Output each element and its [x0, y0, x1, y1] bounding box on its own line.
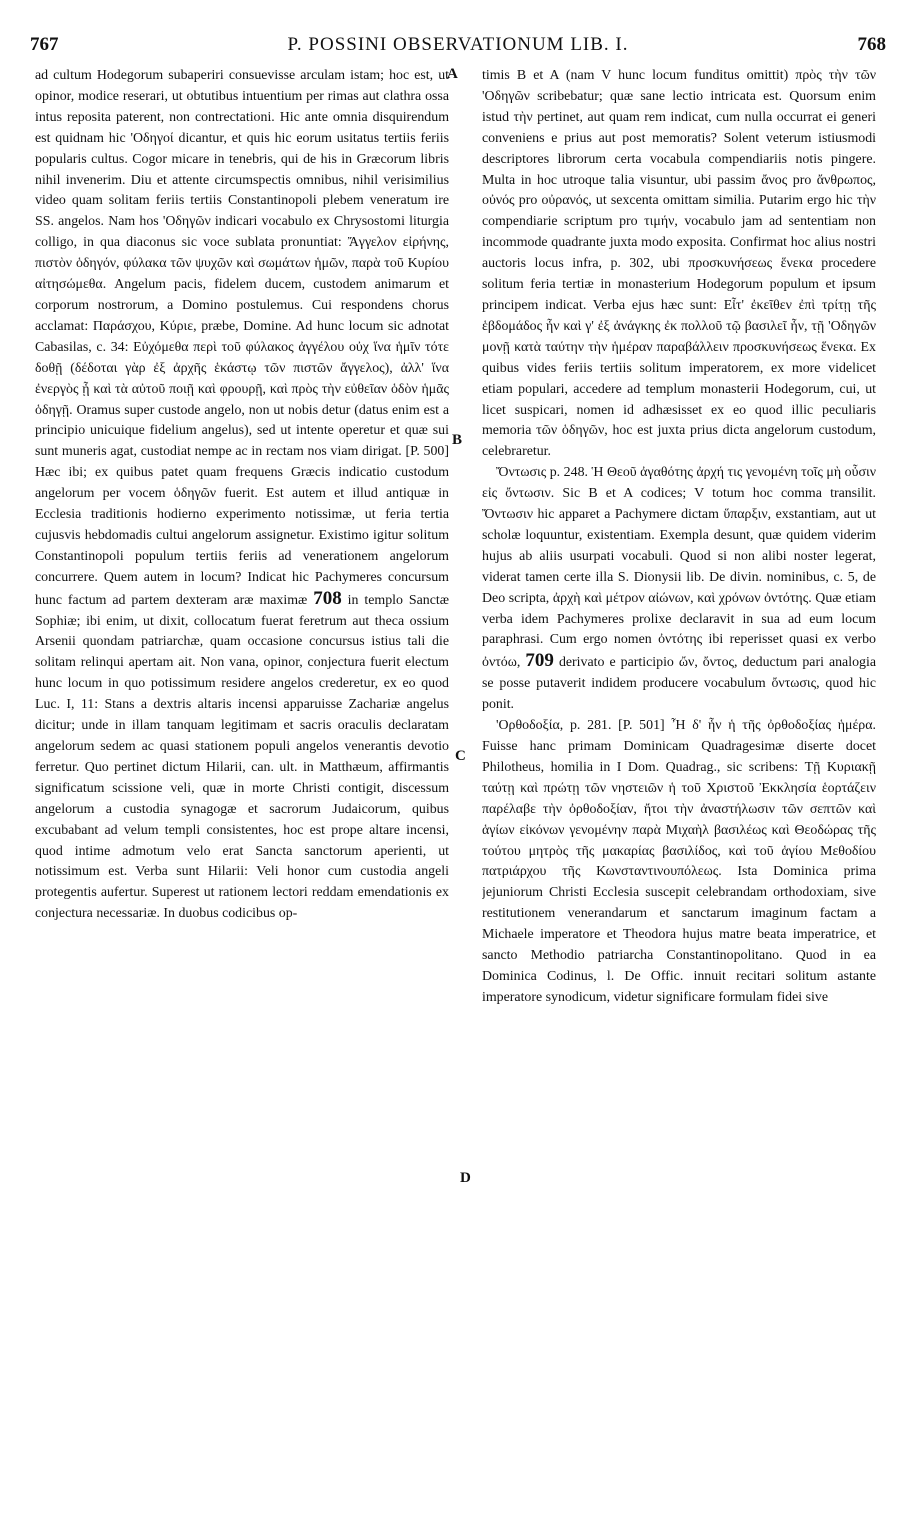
ontosis-text-part-2: derivato e participio ὤν, ὄντος, deductum pari analogia se posse putaverit indidem producere vocabulum ὄντωσις, quod hic ponit.: [482, 655, 876, 713]
left-page-number: 767: [30, 34, 59, 55]
margin-letter-b: B: [452, 432, 463, 448]
right-column: [482, 66, 876, 1526]
edition-page-marker-708: 708: [313, 587, 342, 609]
right-paragraph-ontosis: [482, 463, 876, 716]
right-paragraph-orthodoxia: 'Ορθοδοξία, p. 281. [P. 501] Ἦ δ' ἦν ἡ τῆς ὀρθοδοξίας ἡμέρα. Fuisse hanc primam Dominicam Quadragesimæ diserte docet Philotheus, homilia in I Dom. Quadrag., sic scribens: Τῇ Κυριακῇ ταύτῃ καὶ πρώτῃ τῶν νηστειῶν ἡ τοῦ Χριστοῦ Ἐκκλησία ἑορτάζειν παρέλαβε τὴν ὀρθοδοξίαν, ἤτοι τὴν ἀναστήλωσιν τῶν σεπτῶν καὶ ἁγίων εἰκόνων γενομένην παρὰ Μιχαὴλ βασιλέως καὶ Θεοδώρας τῆς τούτου μητρὸς τῆς μακαρίας βασιλίδος, καὶ τοῦ ἁγίου Μεθοδίου πατριάρχου τῆς Κωνσταντινουπόλεως. Ista Dominica prima jejuniorum Christi Ecclesia suscepit celebrandam orthodoxiam, sive restitutionem venerandarum et sanctarum imaginum factam a Michaele imperatore et Theodora hujus matre beata imperatrice, et sancto Methodio patriarcha Constantinopolitano. Quod in ea Dominica Codinus, l. De Offic. innuit recitari solitum astante imperatore synodicum, videtur significare formulam fidei sive: [482, 718, 876, 1005]
left-paragraph: [35, 66, 449, 925]
left-column: [35, 66, 449, 1526]
edition-page-marker-709: 709: [525, 650, 554, 672]
right-page-number: 768: [857, 34, 886, 55]
running-title: P. POSSINI OBSERVATIONUM LIB. I.: [287, 34, 629, 55]
left-text-part-2: in templo Sanctæ Sophiæ; ibi enim, ut dixit, collocatum fuerat feretrum aut theca ossium Arsenii quondam patriarchæ, quam occasione concursus istius tali die solitam relinqui apertam ait. Non vana, opinor, conjectura fuerit electum hunc locum in quo potissimum residere angelos crederetur, ex eo quod Luc. I, 11: Stans a dextris altaris incensi apparuisse Zachariæ angelus dicitur; unde in illam tanquam legitimam et sacris oraculis declaratam angelorum sedem ac quasi stationem populi angelos venerantis devotio ferretur. Quo pertinet dictum Hilarii, can. ult. in Matthæum, affirmantis significatum scissione veli, quæ in morte Christi contigit, discessum angelorum a custodia synagogæ et sacrorum Judaicorum, quibus excubabant ad velum templi consistentes, hoc est prope altare incensi, quod intime admotum velo erat Sancta sanctorum aperienti, ut notissimum est. Verba sunt Hilarii: Veli honor cum custodia angeli protegentis aufertur. Superest ut rationem lectori reddam emendationis ex conjectura necessariæ. In duobus codicibus op-: [35, 592, 449, 922]
margin-letter-c: C: [455, 748, 466, 764]
left-text-part-1: ad cultum Hodegorum subaperiri consuevisse arculam istam; hoc est, ut opinor, modice reserari, ut obtutibus intuentium per rimas aut clathra ossa intus reposita paterent, non contrectationi. Hic ante omnia disquirendum est quidnam hic 'Οδηγοί dicantur, et quis hic eorum usitatus tertiis feriis popularis cultus. Cogor micare in tenebris, qui de his in Græcorum libris nihil invenerim. Diu et attente circumspectis omnibus, nihil verisimilius video quam solitam feriis tertiis Constantinopoli plebem veneratum ire SS. angelos. Nam hos 'Οδηγῶν indicari vocabulo ex Chrysostomi liturgia colligo, in qua diaconus sic voce sublata pronuntiat: Ἄγγελον εἰρήνης, πιστὸν ὁδηγόν, φύλακα τῶν ψυχῶν καὶ σωμάτων ἡμῶν, παρὰ τοῦ Κυρίου αἰτησώμεθα. Angelum pacis, fidelem ducem, custodem animarum et corporum nostrorum, a Domino postulemus. Cui respondens chorus acclamat: Παράσχου, Κύριε, præbe, Domine. Ad hunc locum sic adnotat Cabasilas, c. 34: Εὐχόμεθα περὶ τοῦ φύλακος ἀγγέλου οὐχ ἵνα ἡμῖν τότε δοθῇ (δέδοται γὰρ ἐξ ἀρχῆς ἑκάστῳ τῶν πιστῶν ἄγγελος), ἀλλ' ἵνα ἐνεργὸς ᾖ καὶ τὰ αὐτοῦ ποιῇ καὶ φρουρῇ, καὶ πρὸς τὴν εὐθεῖαν ὁδὸν ἡμᾶς ὁδηγῇ. Oramus super custode angelo, non ut nobis detur (datus enim est a principio unicuique fidelium angelus), sed ut intente operetur et quæ sui sunt muneris agat, custodiat nempe ac in rectam nos viam dirigat. [P. 500] Hæc ibi; ex quibus patet quam frequens Græcis indicatio custodum angelorum per vocem ὁδηγῶν fuerit. Est autem et illud antiquæ in Ecclesia traditionis hodierno experimento notissimæ, ut feria tertia cujusvis hebdomadis cultui angelorum assignetur. Existimo igitur solitum Constantinopoli populum tertiis feriis ad venerationem angelorum concurrere. Quem autem in locum? Indicat hic Pachymeres concursum hunc factum ad partem dexteram aræ maximæ: [35, 68, 449, 608]
right-paragraph-hodegorum: timis B et A (nam V hunc locum funditus omittit) πρὸς τὴν τῶν 'Οδηγῶν scribebatur; quæ sane lectio intricata est. Quorsum enim istud τὴν pertinet, aut quam rem indicat, cum nulla occurrat ei generi conveniens e prius aut post memoratis? Solent veterum istiusmodi descriptores librorum certa vocabula compendiariis notis pingere. Multa in hoc utroque talia visuntur, ubi passim ἄνος pro ἄνθρωπος, οὐνός pro οὐρανός, ut sexcenta omittam similia. Putarim ergo hic τὴν compendiarie scriptum pro τιμήν, vocabulo jam ad sententiam non incommode quadrante juxta modo exposita. Confirmat hoc alius nostri auctoris locus infra, p. 302, ubi προσκυνήσεως ἕνεκα procedere solitum feria tertiæ in monasterium Hodegorum populum et ipsum principem indicat. Verba ejus hæc sunt: Εἶτ' ἐκεῖθεν ἐπὶ τρίτῃ τῆς ἑβδομάδος ἦν καὶ γ' ἐξ ἀνάγκης ἐκ πολλοῦ τῷ βασιλεῖ ἦν, τῇ 'Οδηγῶν μονῇ κατὰ ταύτην τὴν ἡμέραν παραβάλλειν προσκυνήσεως ἕνεκα. Ex quibus vides feriis tertiis solitum imperatorem, ex more videlicet etiam populari, accedere ad templum monasterii Hodegorum, cui, ut licet suspicari, nomen id adhæsisset ex eo quod illic peculiaris memoria τῶν ὁδηγῶν, hoc est juxta prius dicta angelorum custodum, celebraretur.: [482, 68, 876, 460]
ontosis-text-part-1: Ὄντωσις p. 248. Ἡ Θεοῦ ἀγαθότης ἀρχή τις γενομένη τοῖς μὴ οὖσιν εἰς ὄντωσιν. Sic B et A codices; V totum hoc comma transilit. Ὄντωσιν hic apparet a Pachymere dictam ὕπαρξιν, exstantiam, aut ut scholæ loquuntur, existentiam. Exempla desunt, quæ quidem viderim hujus ab aliis usurpati vocabuli. Quod si non alibi noster legerat, viderat tamen certe illa S. Dionysii lib. De divin. nominibus, c. 5, de Deo scripta, ἀρχὴ καὶ μέτρον αἰώνων, καὶ χρόνων ὀντότης. Quæ etiam verba idem Pachymeres prolixe declaravit in sua ad eum locum paraphrasi. Cum ergo nomen ὀντότης ibi reperisset quasi ex verbo ὀντόω,: [482, 465, 876, 671]
margin-letter-a: A: [447, 66, 458, 82]
margin-letter-d: D: [460, 1170, 471, 1186]
running-header: [30, 34, 886, 62]
